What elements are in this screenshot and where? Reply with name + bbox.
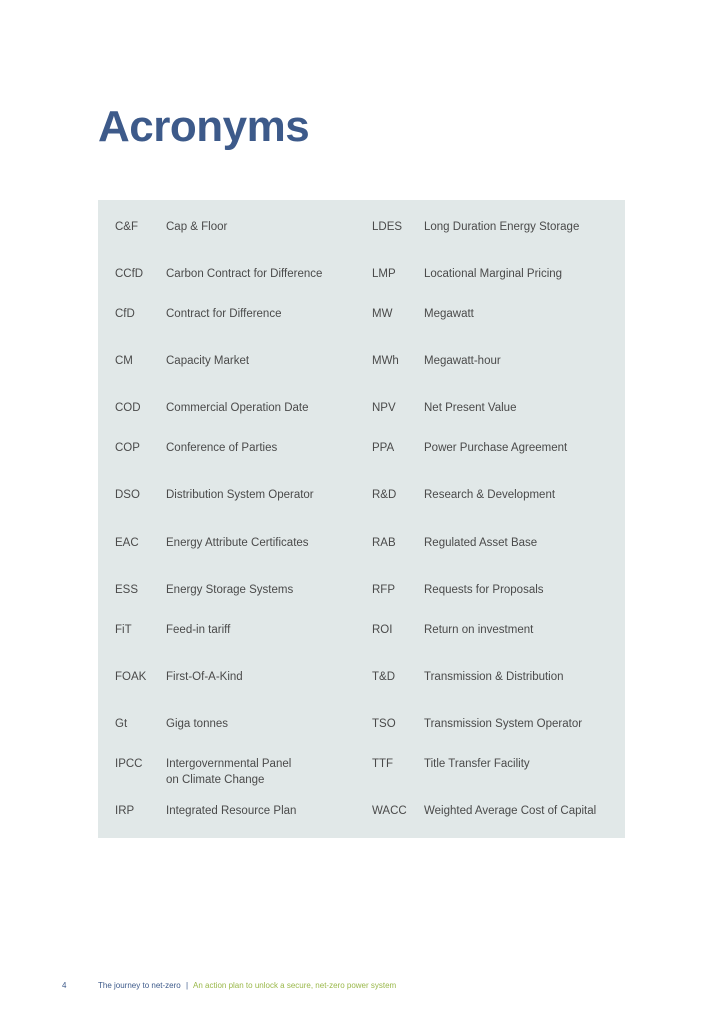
acronym-definition: Transmission System Operator: [424, 718, 583, 730]
acronym-definition: Integrated Resource Plan: [166, 805, 297, 817]
acronym-abbreviation: RFP: [372, 584, 395, 596]
acronym-definition: Contract for Difference: [166, 308, 282, 320]
acronym-abbreviation: Gt: [115, 718, 128, 730]
footer-subtitle: An action plan to unlock a secure, net-zero power system: [193, 981, 397, 990]
acronym-abbreviation: TTF: [372, 758, 394, 770]
acronym-abbreviation: LMP: [372, 268, 396, 280]
acronym-definition: Giga tonnes: [166, 718, 229, 730]
acronym-abbreviation: T&D: [372, 671, 395, 683]
acronym-abbreviation: MWh: [372, 355, 399, 367]
acronym-abbreviation: DSO: [115, 489, 140, 501]
acronym-definition: Intergovernmental Panel on Climate Change: [166, 758, 292, 786]
acronym-definition: Research & Development: [424, 489, 556, 501]
acronym-definition: Power Purchase Agreement: [424, 442, 568, 454]
acronym-abbreviation: ROI: [372, 624, 393, 636]
acronym-definition: Distribution System Operator: [166, 489, 314, 501]
acronym-abbreviation: NPV: [372, 402, 396, 414]
acronym-definition: Locational Marginal Pricing: [424, 268, 563, 280]
acronym-abbreviation: CfD: [115, 308, 135, 320]
acronym-abbreviation: MW: [372, 308, 393, 320]
footer-document-title: The journey to net-zero: [98, 981, 181, 990]
acronym-abbreviation: TSO: [372, 718, 396, 730]
acronym-abbreviation: WACC: [372, 805, 407, 817]
acronym-definition: Feed-in tariff: [166, 624, 231, 636]
page-title: Acronyms: [98, 102, 310, 151]
acronym-abbreviation: LDES: [372, 221, 403, 233]
acronym-abbreviation: EAC: [115, 537, 139, 549]
acronym-definition: Title Transfer Facility: [424, 758, 530, 770]
acronym-table: [98, 200, 625, 838]
acronym-abbreviation: CCfD: [115, 268, 144, 280]
footer-separator: |: [186, 981, 189, 990]
acronym-definition: Transmission & Distribution: [424, 671, 564, 683]
acronym-definition: Carbon Contract for Difference: [166, 268, 323, 280]
page-number: 4: [62, 981, 67, 990]
acronym-definition: Megawatt-hour: [424, 355, 501, 367]
acronym-abbreviation: FOAK: [115, 671, 147, 683]
acronym-abbreviation: R&D: [372, 489, 397, 501]
acronym-definition: Conference of Parties: [166, 442, 278, 454]
acronym-abbreviation: COD: [115, 402, 141, 414]
acronym-abbreviation: IPCC: [115, 758, 143, 770]
acronym-definition: Megawatt: [424, 308, 474, 320]
acronym-definition: Energy Attribute Certificates: [166, 537, 309, 549]
acronym-abbreviation: IRP: [115, 805, 135, 817]
acronym-definition: Regulated Asset Base: [424, 537, 538, 549]
acronym-abbreviation: CM: [115, 355, 133, 367]
acronym-definition: Weighted Average Cost of Capital: [424, 805, 597, 817]
acronym-definition: Commercial Operation Date: [166, 402, 309, 414]
acronym-abbreviation: COP: [115, 442, 140, 454]
acronym-definition: First-Of-A-Kind: [166, 671, 243, 683]
acronym-abbreviation: RAB: [372, 537, 396, 549]
acronym-definition: Net Present Value: [424, 402, 517, 414]
acronym-definition: Requests for Proposals: [424, 584, 544, 596]
acronym-definition: Energy Storage Systems: [166, 584, 294, 596]
acronym-definition: Cap & Floor: [166, 221, 228, 233]
acronym-definition: Capacity Market: [166, 355, 250, 367]
acronym-abbreviation: PPA: [372, 442, 395, 454]
acronym-abbreviation: ESS: [115, 584, 139, 596]
acronym-abbreviation: FiT: [115, 624, 132, 636]
acronym-abbreviation: C&F: [115, 221, 138, 233]
acronym-definition: Return on investment: [424, 624, 534, 636]
acronym-definition: Long Duration Energy Storage: [424, 221, 580, 233]
